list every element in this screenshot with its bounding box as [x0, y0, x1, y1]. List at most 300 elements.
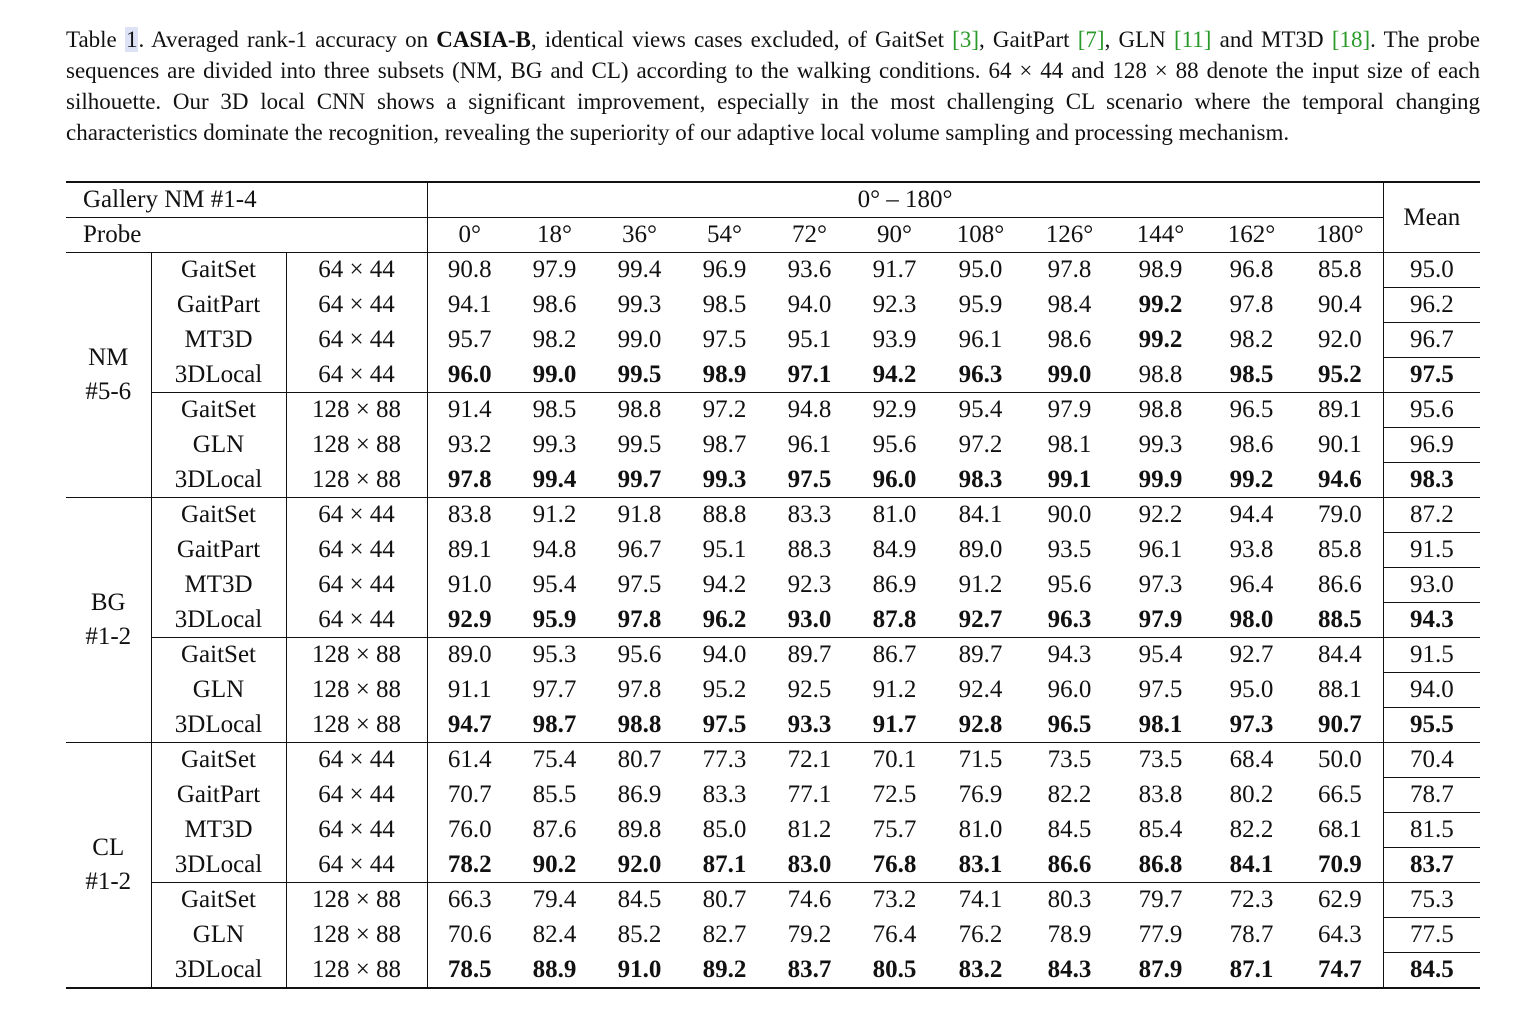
- accuracy-cell: 73.5: [1024, 743, 1115, 778]
- input-size: 128 × 88: [286, 673, 427, 708]
- accuracy-cell: 94.2: [872, 360, 917, 388]
- input-size: 128 × 88: [286, 953, 427, 989]
- probe-condition: NM: [88, 344, 129, 371]
- accuracy-cell: 95.6: [872, 431, 917, 458]
- accuracy-cell: 91.2: [512, 498, 597, 533]
- input-size: 128 × 88: [286, 393, 427, 428]
- accuracy-cell: 82.7: [702, 921, 747, 948]
- accuracy-cell: 96.1: [787, 431, 832, 458]
- table-caption: [66, 24, 1480, 148]
- table-row: [66, 603, 1480, 638]
- accuracy-cell: 93.3: [787, 710, 832, 738]
- mean-cell: 78.7: [1383, 778, 1480, 813]
- accuracy-cell: 70.6: [427, 918, 512, 953]
- table-row: [66, 848, 1480, 883]
- accuracy-cell: 95.4: [937, 393, 1024, 428]
- accuracy-cell: 90.4: [1317, 291, 1362, 318]
- table-ref-link[interactable]: 1: [125, 27, 138, 52]
- mean-cell: 77.5: [1383, 918, 1480, 953]
- accuracy-cell: 97.5: [617, 571, 662, 598]
- table-row: [66, 708, 1480, 743]
- accuracy-cell: 89.7: [937, 638, 1024, 673]
- accuracy-cell: 99.7: [617, 465, 662, 493]
- input-size: 64 × 44: [286, 253, 427, 288]
- probe-condition: BG: [90, 589, 126, 616]
- input-size: 128 × 88: [286, 638, 427, 673]
- input-size: 128 × 88: [286, 918, 427, 953]
- accuracy-cell: 91.4: [427, 393, 512, 428]
- accuracy-cell: 96.5: [1206, 393, 1297, 428]
- method-name: MT3D: [151, 813, 286, 848]
- accuracy-cell: 83.8: [1138, 781, 1183, 808]
- accuracy-cell: 89.1: [1297, 393, 1383, 428]
- accuracy-cell: 99.3: [532, 431, 577, 458]
- method-name: MT3D: [151, 568, 286, 603]
- accuracy-cell: 92.0: [617, 850, 662, 878]
- accuracy-cell: 98.5: [702, 291, 747, 318]
- accuracy-cell: 99.3: [702, 465, 747, 493]
- method-name: MT3D: [151, 323, 286, 358]
- method-name: 3DLocal: [151, 953, 286, 989]
- method-name: 3DLocal: [151, 708, 286, 743]
- mean-cell: 95.0: [1383, 253, 1480, 288]
- accuracy-cell: 92.7: [958, 605, 1003, 633]
- accuracy-cell: 83.3: [702, 781, 747, 808]
- accuracy-cell: 92.8: [958, 710, 1003, 738]
- accuracy-cell: 79.4: [512, 883, 597, 918]
- accuracy-cell: 98.1: [1138, 710, 1183, 738]
- accuracy-cell: 96.9: [682, 253, 767, 288]
- input-size: 64 × 44: [286, 778, 427, 813]
- accuracy-cell: 86.6: [1047, 850, 1092, 878]
- accuracy-cell: 97.8: [1229, 291, 1274, 318]
- table-row: [66, 533, 1480, 568]
- accuracy-cell: 99.9: [1138, 465, 1183, 493]
- accuracy-cell: 94.6: [1317, 465, 1362, 493]
- accuracy-cell: 93.9: [872, 326, 917, 353]
- accuracy-cell: 89.1: [427, 533, 512, 568]
- accuracy-cell: 78.9: [1047, 921, 1092, 948]
- accuracy-cell: 95.0: [1229, 676, 1274, 703]
- accuracy-cell: 98.8: [1115, 393, 1206, 428]
- probe-label: Probe: [83, 221, 142, 248]
- citation-link[interactable]: [7]: [1077, 27, 1105, 52]
- accuracy-cell: 98.8: [617, 710, 662, 738]
- accuracy-cell: 88.3: [787, 536, 832, 563]
- accuracy-cell: 93.2: [427, 428, 512, 463]
- mean-cell: 94.0: [1383, 673, 1480, 708]
- table-row: [66, 253, 1480, 288]
- accuracy-cell: 98.2: [532, 326, 577, 353]
- accuracy-cell: 95.3: [512, 638, 597, 673]
- accuracy-cell: 97.9: [512, 253, 597, 288]
- input-size: 64 × 44: [286, 848, 427, 883]
- accuracy-cell: 89.0: [427, 638, 512, 673]
- accuracy-cell: 98.6: [532, 291, 577, 318]
- method-name: GaitSet: [151, 498, 286, 533]
- table-row: [66, 428, 1480, 463]
- accuracy-cell: 50.0: [1297, 743, 1383, 778]
- mean-cell: 98.3: [1383, 463, 1480, 498]
- dataset-name: CASIA-B: [436, 27, 531, 52]
- accuracy-cell: 96.0: [872, 465, 917, 493]
- accuracy-cell: 93.8: [1229, 536, 1274, 563]
- caption-text: , GLN: [1104, 27, 1174, 52]
- accuracy-cell: 95.7: [427, 323, 512, 358]
- accuracy-cell: 95.2: [1317, 360, 1362, 388]
- accuracy-cell: 92.9: [852, 393, 937, 428]
- accuracy-cell: 74.6: [767, 883, 852, 918]
- accuracy-cell: 77.3: [682, 743, 767, 778]
- accuracy-cell: 90.8: [427, 253, 512, 288]
- probe-group-label: [66, 743, 151, 989]
- input-size: 64 × 44: [286, 533, 427, 568]
- accuracy-cell: 94.8: [767, 393, 852, 428]
- accuracy-cell: 92.4: [958, 676, 1003, 703]
- mean-cell: 96.2: [1383, 288, 1480, 323]
- accuracy-cell: 80.3: [1024, 883, 1115, 918]
- input-size: 128 × 88: [286, 463, 427, 498]
- mean-cell: 95.6: [1383, 393, 1480, 428]
- accuracy-cell: 95.1: [787, 326, 832, 353]
- accuracy-cell: 98.0: [1229, 605, 1274, 633]
- accuracy-cell: 92.2: [1115, 498, 1206, 533]
- accuracy-cell: 98.6: [1047, 326, 1092, 353]
- accuracy-cell: 94.8: [532, 536, 577, 563]
- accuracy-cell: 87.6: [532, 816, 577, 843]
- accuracy-cell: 96.7: [617, 536, 662, 563]
- input-size: 64 × 44: [286, 323, 427, 358]
- accuracy-cell: 96.4: [1229, 571, 1274, 598]
- accuracy-cell: 96.3: [958, 360, 1003, 388]
- accuracy-cell: 91.0: [617, 955, 662, 983]
- accuracy-cell: 97.5: [1138, 676, 1183, 703]
- accuracy-cell: 90.2: [532, 850, 577, 878]
- accuracy-cell: 70.1: [852, 743, 937, 778]
- accuracy-cell: 91.8: [597, 498, 682, 533]
- accuracy-cell: 98.2: [1229, 326, 1274, 353]
- caption-label: Table: [66, 27, 125, 52]
- angle-header: 0°: [427, 218, 512, 253]
- method-name: GaitPart: [151, 288, 286, 323]
- accuracy-cell: 86.6: [1317, 571, 1362, 598]
- mean-header: Mean: [1383, 182, 1480, 253]
- probe-condition: CL: [92, 834, 125, 861]
- accuracy-cell: 91.2: [872, 676, 917, 703]
- accuracy-cell: 94.4: [1206, 498, 1297, 533]
- probe-group-label: [66, 253, 151, 498]
- accuracy-cell: 92.3: [872, 291, 917, 318]
- method-name: GaitPart: [151, 533, 286, 568]
- accuracy-cell: 93.0: [787, 605, 832, 633]
- gallery-label: Gallery NM #1-4: [66, 182, 427, 218]
- accuracy-cell: 94.0: [682, 638, 767, 673]
- mean-cell: 84.5: [1383, 953, 1480, 989]
- accuracy-cell: 70.9: [1317, 850, 1362, 878]
- mean-cell: 91.5: [1383, 533, 1480, 568]
- accuracy-cell: 91.1: [427, 673, 512, 708]
- angle-header: 108°: [956, 221, 1005, 248]
- accuracy-cell: 97.3: [1138, 571, 1183, 598]
- accuracy-cell: 84.5: [597, 883, 682, 918]
- method-name: GaitSet: [151, 638, 286, 673]
- angle-header: 72°: [792, 221, 828, 248]
- accuracy-cell: 86.8: [1138, 850, 1183, 878]
- method-name: GLN: [151, 428, 286, 463]
- accuracy-cell: 82.4: [532, 921, 577, 948]
- accuracy-cell: 97.5: [787, 465, 832, 493]
- accuracy-cell: 97.5: [702, 326, 747, 353]
- angle-header: 180°: [1316, 221, 1364, 248]
- mean-cell: 94.3: [1383, 603, 1480, 638]
- accuracy-cell: 87.9: [1138, 955, 1183, 983]
- accuracy-cell: 98.8: [597, 393, 682, 428]
- accuracy-cell: 95.4: [1115, 638, 1206, 673]
- accuracy-cell: 88.9: [532, 955, 577, 983]
- accuracy-cell: 98.5: [1229, 360, 1274, 388]
- accuracy-cell: 85.4: [1138, 816, 1183, 843]
- accuracy-cell: 96.8: [1206, 253, 1297, 288]
- accuracy-cell: 90.7: [1317, 710, 1362, 738]
- angle-header: 90°: [877, 221, 913, 248]
- accuracy-cell: 96.3: [1047, 605, 1092, 633]
- accuracy-cell: 97.8: [617, 676, 662, 703]
- accuracy-cell: 87.8: [872, 605, 917, 633]
- accuracy-cell: 76.0: [427, 813, 512, 848]
- accuracy-cell: 81.0: [958, 816, 1003, 843]
- accuracy-cell: 94.1: [427, 288, 512, 323]
- accuracy-cell: 87.1: [1229, 955, 1274, 983]
- accuracy-cell: 92.5: [787, 676, 832, 703]
- accuracy-cell: 75.4: [512, 743, 597, 778]
- accuracy-cell: 70.7: [427, 778, 512, 813]
- accuracy-cell: 99.0: [617, 326, 662, 353]
- accuracy-cell: 66.5: [1317, 781, 1362, 808]
- accuracy-cell: 95.9: [532, 605, 577, 633]
- accuracy-cell: 96.5: [1047, 710, 1092, 738]
- citation-link[interactable]: [11]: [1173, 27, 1212, 52]
- mean-cell: 96.7: [1383, 323, 1480, 358]
- accuracy-cell: 72.3: [1206, 883, 1297, 918]
- accuracy-cell: 73.5: [1115, 743, 1206, 778]
- input-size: 128 × 88: [286, 708, 427, 743]
- citation-link[interactable]: [18]: [1331, 27, 1371, 52]
- accuracy-cell: 89.8: [617, 816, 662, 843]
- accuracy-cell: 79.2: [787, 921, 832, 948]
- method-name: 3DLocal: [151, 848, 286, 883]
- accuracy-cell: 98.3: [958, 465, 1003, 493]
- input-size: 64 × 44: [286, 288, 427, 323]
- mean-cell: 93.0: [1383, 568, 1480, 603]
- accuracy-cell: 99.5: [617, 360, 662, 388]
- accuracy-cell: 89.7: [767, 638, 852, 673]
- caption-text: , identical views cases excluded, of GaitSet: [530, 27, 953, 52]
- table-row: [66, 568, 1480, 603]
- method-name: 3DLocal: [151, 358, 286, 393]
- accuracy-cell: 94.3: [1024, 638, 1115, 673]
- angle-header: 18°: [537, 221, 573, 248]
- mean-cell: 81.5: [1383, 813, 1480, 848]
- accuracy-cell: 97.8: [427, 463, 512, 498]
- accuracy-cell: 98.4: [1047, 291, 1092, 318]
- method-name: GaitSet: [151, 393, 286, 428]
- input-size: 64 × 44: [286, 358, 427, 393]
- accuracy-cell: 83.3: [767, 498, 852, 533]
- accuracy-cell: 99.2: [1229, 465, 1274, 493]
- accuracy-cell: 99.4: [597, 253, 682, 288]
- accuracy-cell: 96.0: [427, 358, 512, 393]
- accuracy-cell: 99.3: [1138, 431, 1183, 458]
- accuracy-cell: 76.2: [958, 921, 1003, 948]
- table-row: [66, 743, 1480, 778]
- accuracy-cell: 94.0: [787, 291, 832, 318]
- accuracy-cell: 96.2: [702, 605, 747, 633]
- input-size: 64 × 44: [286, 603, 427, 638]
- mean-cell: 83.7: [1383, 848, 1480, 883]
- mean-cell: 91.5: [1383, 638, 1480, 673]
- citation-link[interactable]: [3]: [952, 27, 979, 52]
- angle-header: 126°: [1045, 221, 1094, 248]
- accuracy-cell: 98.1: [1047, 431, 1092, 458]
- accuracy-cell: 98.6: [1229, 431, 1274, 458]
- accuracy-cell: 78.5: [427, 953, 512, 989]
- accuracy-cell: 91.7: [872, 710, 917, 738]
- accuracy-cell: 89.2: [702, 955, 747, 983]
- accuracy-cell: 80.7: [682, 883, 767, 918]
- accuracy-cell: 79.7: [1115, 883, 1206, 918]
- method-name: GLN: [151, 673, 286, 708]
- accuracy-cell: 76.4: [872, 921, 917, 948]
- method-name: GaitSet: [151, 253, 286, 288]
- accuracy-cell: 91.2: [958, 571, 1003, 598]
- accuracy-cell: 92.7: [1206, 638, 1297, 673]
- probe-sequence: #1-2: [85, 868, 132, 895]
- accuracy-cell: 90.0: [1024, 498, 1115, 533]
- accuracy-cell: 75.7: [872, 816, 917, 843]
- caption-text: , GaitPart: [978, 27, 1078, 52]
- accuracy-cell: 80.2: [1229, 781, 1274, 808]
- accuracy-cell: 96.0: [1047, 676, 1092, 703]
- input-size: 128 × 88: [286, 883, 427, 918]
- table-row: [66, 288, 1480, 323]
- accuracy-cell: 96.1: [958, 326, 1003, 353]
- probe-group-label: [66, 498, 151, 743]
- mean-cell: 70.4: [1383, 743, 1480, 778]
- mean-cell: 87.2: [1383, 498, 1480, 533]
- angle-header: 162°: [1227, 221, 1276, 248]
- accuracy-cell: 99.2: [1138, 291, 1183, 318]
- accuracy-cell: 95.0: [937, 253, 1024, 288]
- accuracy-cell: 76.9: [958, 781, 1003, 808]
- accuracy-cell: 64.3: [1317, 921, 1362, 948]
- method-name: 3DLocal: [151, 463, 286, 498]
- angle-range-label: 0° – 180°: [427, 182, 1383, 218]
- accuracy-cell: 88.8: [682, 498, 767, 533]
- table-row: [66, 953, 1480, 989]
- accuracy-cell: 95.9: [958, 291, 1003, 318]
- accuracy-cell: 98.9: [702, 360, 747, 388]
- table-row: [66, 638, 1480, 673]
- table-row: [66, 813, 1480, 848]
- accuracy-cell: 97.9: [1024, 393, 1115, 428]
- angle-header: 54°: [707, 221, 743, 248]
- results-body: [66, 253, 1480, 989]
- accuracy-cell: 62.9: [1297, 883, 1383, 918]
- input-size: 64 × 44: [286, 568, 427, 603]
- accuracy-cell: 93.6: [767, 253, 852, 288]
- header-row-2: [66, 218, 1480, 253]
- accuracy-cell: 97.9: [1138, 605, 1183, 633]
- table-row: [66, 883, 1480, 918]
- accuracy-cell: 86.7: [852, 638, 937, 673]
- accuracy-cell: 77.9: [1138, 921, 1183, 948]
- mean-cell: 95.5: [1383, 708, 1480, 743]
- method-name: GaitSet: [151, 883, 286, 918]
- accuracy-cell: 91.7: [852, 253, 937, 288]
- accuracy-cell: 95.1: [702, 536, 747, 563]
- table-row: [66, 463, 1480, 498]
- accuracy-cell: 99.5: [617, 431, 662, 458]
- accuracy-cell: 77.1: [787, 781, 832, 808]
- accuracy-cell: 85.5: [532, 781, 577, 808]
- accuracy-cell: 95.6: [1047, 571, 1092, 598]
- mean-cell: 97.5: [1383, 358, 1480, 393]
- accuracy-cell: 82.2: [1047, 781, 1092, 808]
- accuracy-cell: 81.2: [787, 816, 832, 843]
- accuracy-cell: 97.7: [532, 676, 577, 703]
- accuracy-cell: 99.2: [1138, 326, 1183, 353]
- table-row: [66, 778, 1480, 813]
- accuracy-cell: 97.5: [702, 710, 747, 738]
- accuracy-cell: 66.3: [427, 883, 512, 918]
- method-name: GaitPart: [151, 778, 286, 813]
- input-size: 64 × 44: [286, 743, 427, 778]
- table-row: [66, 393, 1480, 428]
- accuracy-cell: 79.0: [1297, 498, 1383, 533]
- accuracy-cell: 74.1: [937, 883, 1024, 918]
- accuracy-cell: 78.7: [1229, 921, 1274, 948]
- accuracy-cell: 74.7: [1317, 955, 1362, 983]
- table-row: [66, 673, 1480, 708]
- accuracy-cell: 97.3: [1229, 710, 1274, 738]
- caption-text: . The probe sequences are divided into three subsets (NM, BG and CL) according to the walking conditions. 64 × 44 and 128 × 88 denote the input size of each silhouette. Our 3D local CNN shows a significant improvement, especially in the most challenging CL scenario where the temporal changing characteristics dominate the recognition, revealing the superiority of our adaptive local volume sampling and processing mechanism.: [66, 27, 1480, 145]
- header-row-1: [66, 182, 1480, 218]
- accuracy-cell: 85.2: [617, 921, 662, 948]
- accuracy-cell: 83.8: [427, 498, 512, 533]
- probe-sequence: #5-6: [85, 378, 132, 405]
- probe-sequence: #1-2: [85, 623, 132, 650]
- accuracy-cell: 84.3: [1047, 955, 1092, 983]
- method-name: GaitSet: [151, 743, 286, 778]
- accuracy-cell: 97.8: [617, 605, 662, 633]
- accuracy-cell: 94.2: [702, 571, 747, 598]
- accuracy-cell: 85.0: [702, 816, 747, 843]
- accuracy-cell: 99.4: [532, 465, 577, 493]
- accuracy-cell: 78.2: [427, 848, 512, 883]
- accuracy-cell: 92.9: [427, 603, 512, 638]
- accuracy-cell: 87.1: [702, 850, 747, 878]
- accuracy-cell: 98.9: [1115, 253, 1206, 288]
- accuracy-cell: 61.4: [427, 743, 512, 778]
- accuracy-cell: 84.9: [872, 536, 917, 563]
- accuracy-cell: 98.8: [1138, 360, 1183, 388]
- accuracy-cell: 97.2: [682, 393, 767, 428]
- results-table: [66, 181, 1480, 989]
- accuracy-cell: 84.5: [1047, 816, 1092, 843]
- accuracy-cell: 97.2: [958, 431, 1003, 458]
- accuracy-cell: 83.1: [958, 850, 1003, 878]
- accuracy-cell: 96.1: [1138, 536, 1183, 563]
